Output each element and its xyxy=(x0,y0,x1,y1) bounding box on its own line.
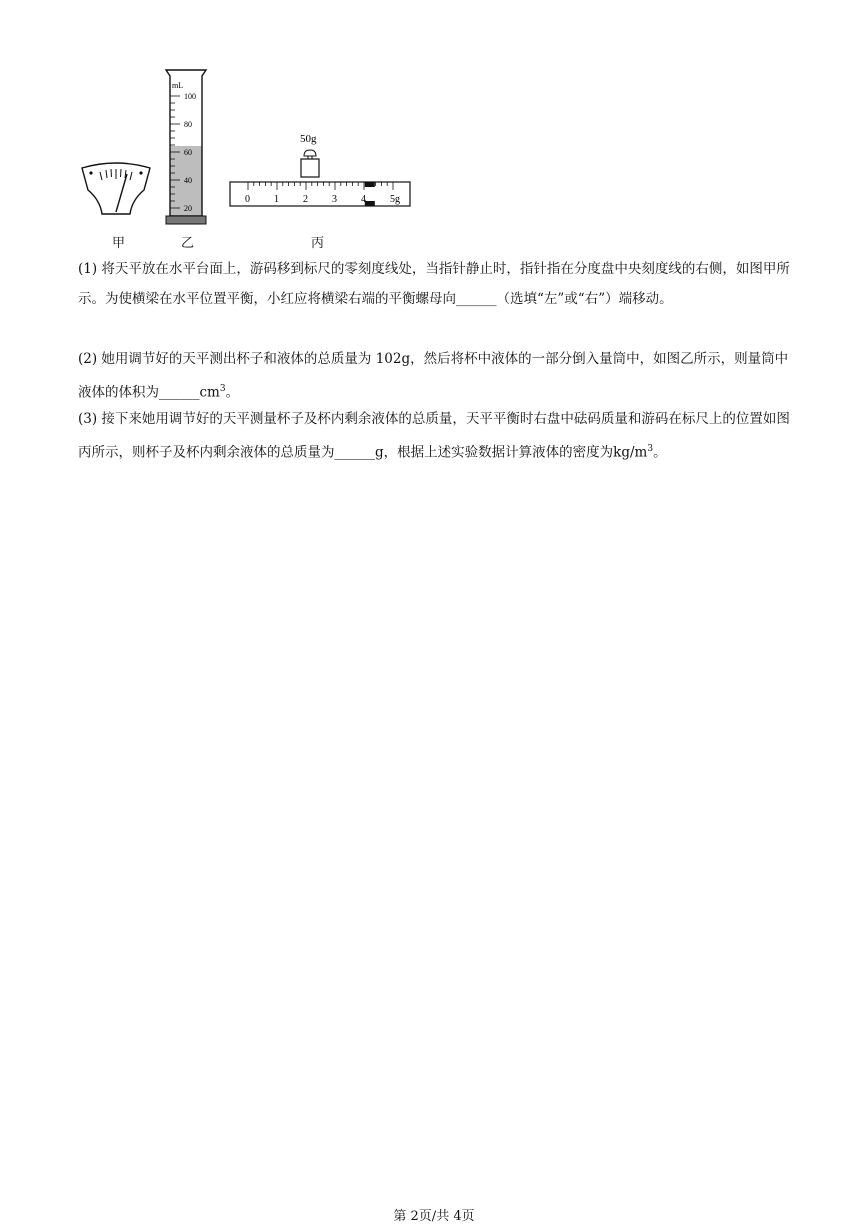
cylinder-scale-label: 20 xyxy=(184,204,192,213)
question-number: (1) xyxy=(78,261,98,277)
ruler-label: 4 xyxy=(361,194,366,205)
superscript: 3 xyxy=(647,444,654,454)
question-text: 她用调节好的天平测出杯子和液体的总质量为 102g，然后将杯中液体的一部分倒入量筒中，如图乙所示，则量筒中液体的体积为______cm xyxy=(78,351,789,401)
cylinder-scale-label: 100 xyxy=(184,92,196,101)
question-1 xyxy=(78,254,790,314)
ruler-label: 3 xyxy=(332,194,337,205)
question-number: (3) xyxy=(78,411,98,427)
question-text-end: 。 xyxy=(225,384,240,401)
question-3 xyxy=(78,404,790,468)
ruler-label: 1 xyxy=(274,194,279,205)
page-footer: 第 2页/共 4页 xyxy=(393,1209,475,1224)
question-2 xyxy=(78,344,790,408)
graduated-cylinder-figure xyxy=(162,66,214,226)
cylinder-scale-label: 40 xyxy=(184,176,192,185)
cylinder-scale-label: 60 xyxy=(184,148,192,157)
figure-caption-bing: 丙 xyxy=(311,236,325,251)
superscript: 3 xyxy=(219,384,226,394)
balance-dial-figure xyxy=(78,160,154,216)
weight-label: 50g xyxy=(300,133,317,145)
balance-ruler-figure xyxy=(228,126,418,210)
ruler-label: 0 xyxy=(245,194,250,205)
figure-caption-jia: 甲 xyxy=(112,236,126,251)
question-text: 接下来她用调节好的天平测量杯子及杯内剩余液体的总质量，天平平衡时右盘中砝码质量和游码在标尺上的位置如图丙所示，则杯子及杯内剩余液体的总质量为______g，根据上述实验数据计算液体的密度为kg/m xyxy=(78,411,790,461)
figure-caption-yi: 乙 xyxy=(181,236,195,251)
ruler-label: 5g xyxy=(390,194,400,205)
question-text: 将天平放在水平台面上，游码移到标尺的零刻度线处，当指针静止时，指针指在分度盘中央刻度线的右侧，如图甲所示。为使横梁在水平位置平衡，小红应将横梁右端的平衡螺母向______（选填“左”或“右”）端移动。 xyxy=(78,261,790,307)
cylinder-scale-label: 80 xyxy=(184,120,192,129)
question-number: (2) xyxy=(78,351,98,367)
cylinder-unit-label: mL xyxy=(172,81,184,90)
question-text-end: 。 xyxy=(653,444,667,461)
ruler-label: 2 xyxy=(303,194,308,205)
